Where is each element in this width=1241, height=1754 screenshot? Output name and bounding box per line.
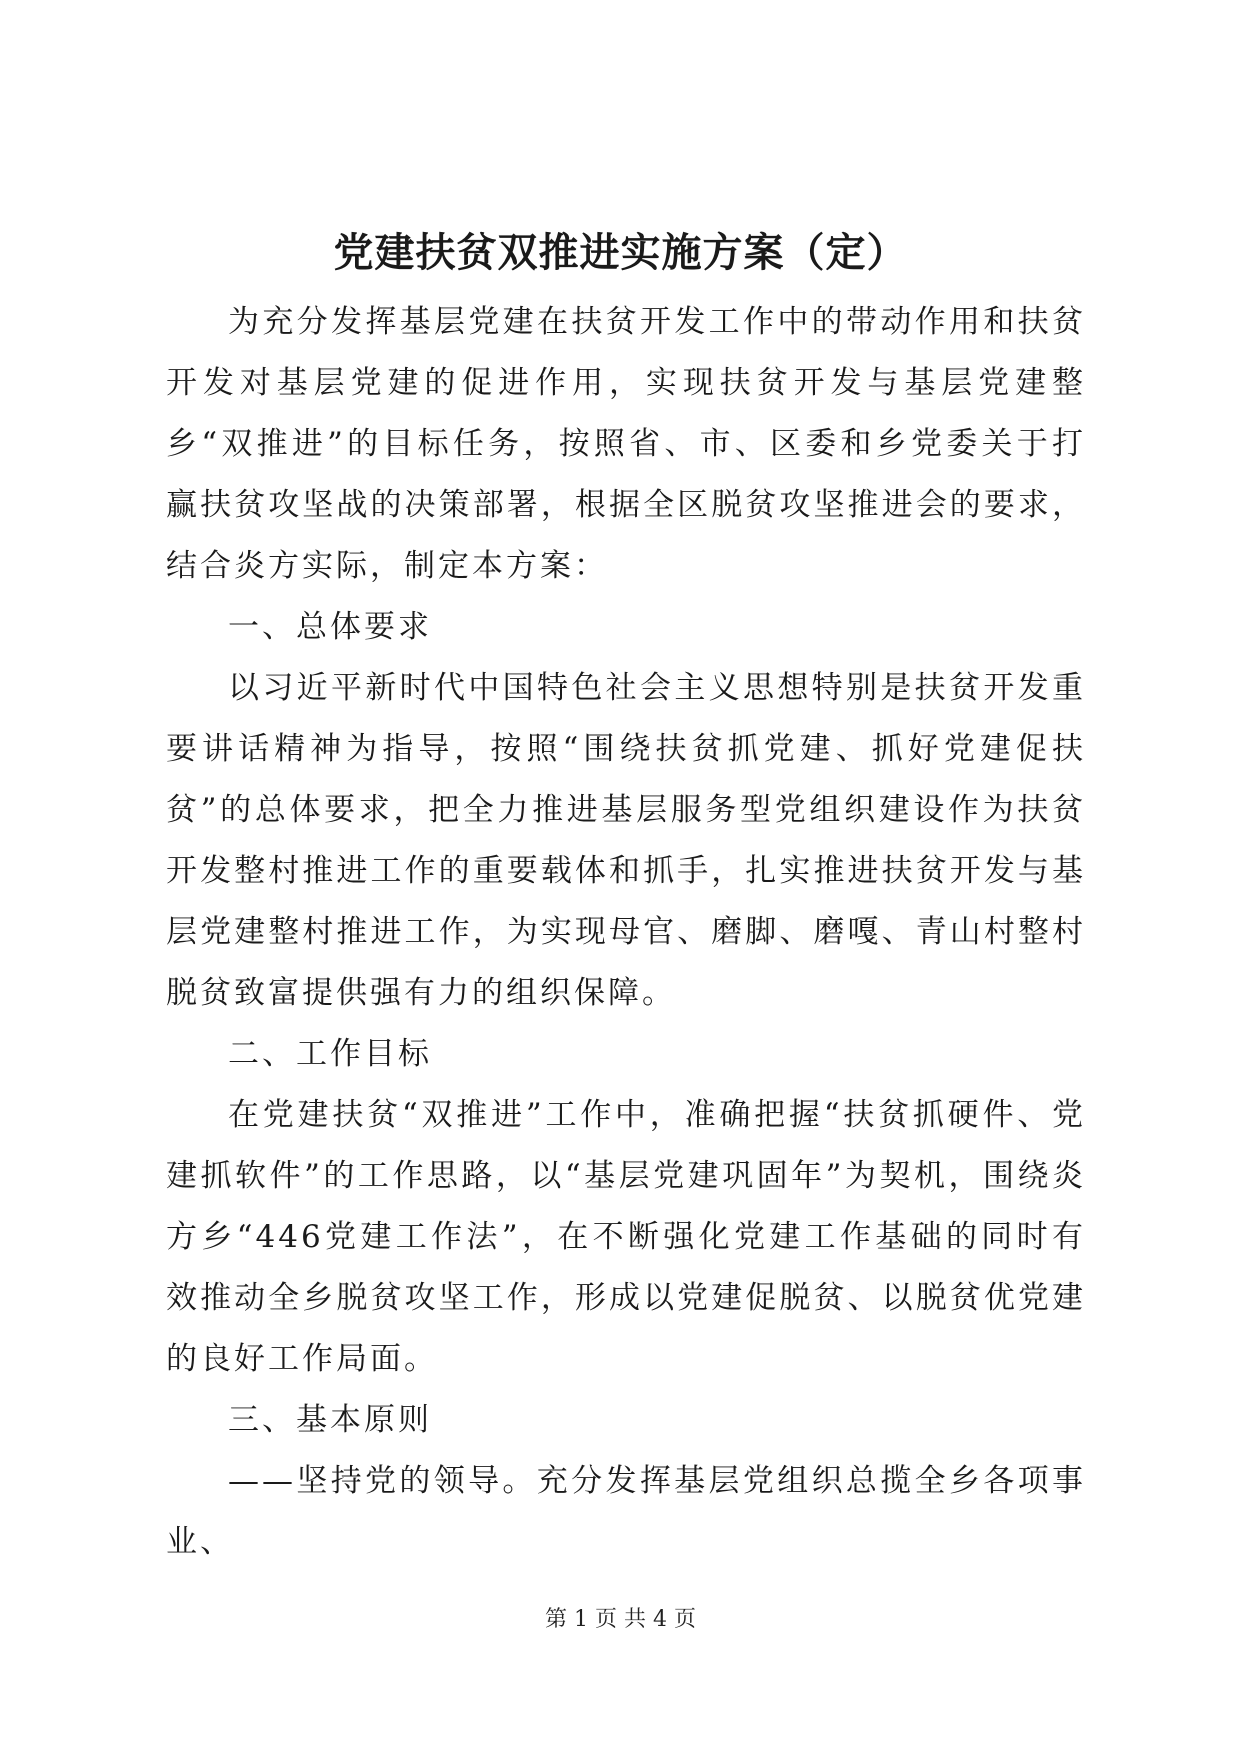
intro-paragraph: 为充分发挥基层党建在扶贫开发工作中的带动作用和扶贫开发对基层党建的促进作用，实现扶贫开发与基层党建整乡“双推进”的目标任务，按照省、市、区委和乡党委关于打赢扶贫攻坚战的决策部署，根据全区脱贫攻坚推进会的要求，结合炎方实际，制定本方案： (166, 304, 1086, 584)
section-body-2: 在党建扶贫“双推进”工作中，准确把握“扶贫抓硬件、党建抓软件”的工作思路，以“基层党建巩固年”为契机，围绕炎方乡“446党建工作法”，在不断强化党建工作基础的同时有效推动全乡脱贫攻坚工作，形成以党建促脱贫、以脱贫优党建的良好工作局面。 (166, 1097, 1086, 1377)
section-heading-1: 一、总体要求 (228, 609, 432, 645)
section-heading-2: 二、工作目标 (228, 1036, 432, 1072)
page-number-footer: 第 1 页 共 4 页 (545, 1607, 696, 1632)
section-body-1: 以习近平新时代中国特色社会主义思想特别是扶贫开发重要讲话精神为指导，按照“围绕扶贫抓党建、抓好党建促扶贫”的总体要求，把全力推进基层服务型党组织建设作为扶贫开发整村推进工作的重要载体和抓手，扎实推进扶贫开发与基层党建整村推进工作，为实现母官、磨脚、磨嘎、青山村整村脱贫致富提供强有力的组织保障。 (166, 670, 1086, 1011)
section-body-3: ——坚持党的领导。充分发挥基层党组织总揽全乡各项事业、 (166, 1463, 1086, 1560)
document-body (166, 292, 1086, 1573)
document-title: 党建扶贫双推进实施方案（定） (333, 229, 908, 276)
section-heading-3: 三、基本原则 (228, 1402, 432, 1438)
